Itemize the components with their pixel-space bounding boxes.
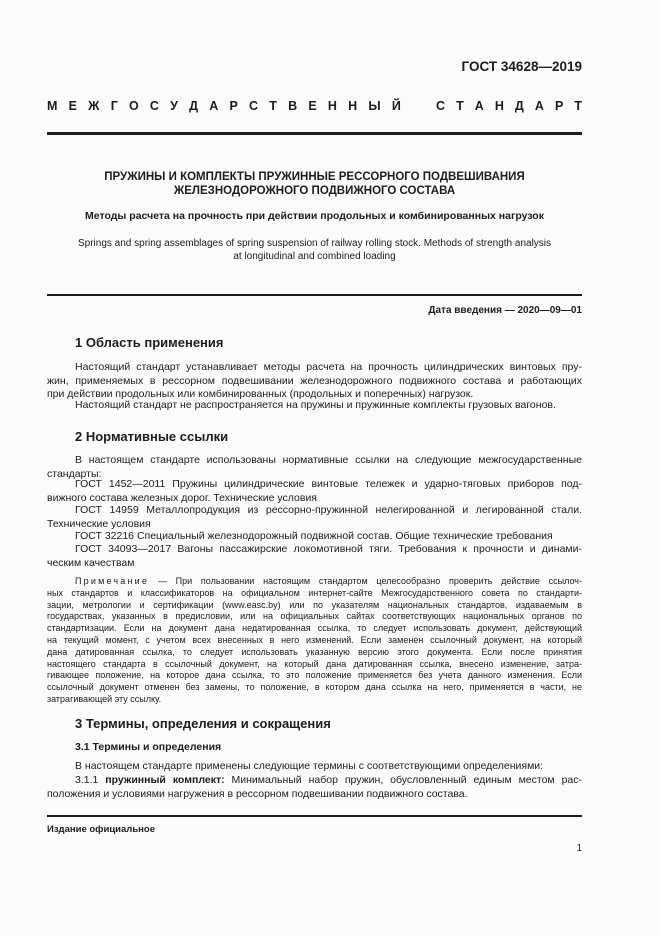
banner-letter: Т <box>269 99 277 113</box>
text-line: жин, применяемых в рессорном подвешивании железнодорожного подвижного состава и работающих <box>47 374 582 387</box>
english-title-line-1: Springs and spring assemblages of spring suspension of railway rolling stock. Methods of strength analysis <box>77 238 552 249</box>
banner-letter: Г <box>110 99 118 113</box>
note-line: государствах, указанных в предисловии, или на официальных сайтах соответствующих национальных органов по <box>47 611 582 622</box>
banner-letter: Ж <box>88 99 100 113</box>
footer-rule <box>47 815 582 817</box>
section-2-paragraph-1 <box>47 454 582 481</box>
text-line: ГОСТ 1452—2011 Пружины цилиндрические винтовые тележек и ударно-тяговых приборов под- <box>75 478 582 490</box>
title-rule <box>47 294 582 296</box>
text-line: Технические условия <box>47 517 151 530</box>
banner-letter: О <box>128 99 139 113</box>
text-line: В настоящем стандарте использованы нормативные ссылки на следующие межгосударственные <box>75 454 582 466</box>
term-3-1-1 <box>47 774 582 801</box>
page-number: 1 <box>576 843 582 854</box>
banner-letter: Н <box>348 99 358 113</box>
text-line: ГОСТ 34093—2017 Вагоны пассажирские локомотивной тяги. Требования к прочности и динами- <box>75 543 582 555</box>
section-1-paragraph-1 <box>47 361 582 402</box>
text-line: ческим качествам <box>47 556 135 569</box>
text-line: ГОСТ 14959 Металлопродукция из рессорно-пружинной нелегированной и легированной стали. <box>75 504 582 516</box>
text-line: ГОСТ 32216 Специальный железнодорожный подвижной состав. Общие технические требования <box>75 530 553 542</box>
official-edition-label: Издание официальное <box>47 824 155 835</box>
note-line: ных стандартов и классификаторов на официальном интернет-сайте Межгосударственного совета по стандарти- <box>47 587 582 598</box>
banner-letter: Д <box>189 99 199 113</box>
banner-letter: Д <box>514 99 524 113</box>
term-number: 3.1.1 <box>75 774 99 786</box>
reference-gost-1452 <box>47 478 582 505</box>
note-label: Примечание <box>75 576 150 586</box>
banner-letter: С <box>149 99 159 113</box>
banner-letter: С <box>249 99 259 113</box>
banner-letter: Е <box>308 99 317 113</box>
banner-letter: Н <box>494 99 504 113</box>
banner-letter: Н <box>327 99 337 113</box>
subtitle: Методы расчета на прочность при действии продольных и комбинированных нагрузок <box>85 210 544 222</box>
term-first-line <box>47 774 582 788</box>
header-rule <box>47 132 582 135</box>
standard-type-banner <box>47 99 582 113</box>
text-line: стандарты: <box>47 467 102 480</box>
text-line: В настоящем стандарте применены следующие термины с соответствующими определениями: <box>75 760 544 772</box>
note-line: настоящего стандарта в ссылочный документ, на который дана датированная ссылка, внесено изменение, затра- <box>47 658 582 669</box>
note-line: гивающее положение, на которое дана ссылка, то это положение применяется без учета данного изменения. Если <box>47 670 582 681</box>
banner-letter: Р <box>554 99 564 113</box>
section-3-1-heading: 3.1 Термины и определения <box>75 741 222 753</box>
reference-gost-14959 <box>47 504 582 531</box>
title-line-1: ПРУЖИНЫ И КОМПЛЕКТЫ ПРУЖИННЫЕ РЕССОРНОГО ПОДВЕШИВАНИЯ <box>104 171 525 183</box>
section-1-heading: 1 Область применения <box>75 335 224 350</box>
text-line: при действии продольных или комбинированных (продольных и поперечных) нагрузок. <box>47 388 474 400</box>
section-3-paragraph-1 <box>47 760 582 774</box>
term-name: пружинный комплект: <box>105 774 225 786</box>
note-first-line <box>47 576 582 588</box>
banner-letter: А <box>534 99 544 113</box>
banner-letter: Р <box>229 99 238 113</box>
banner-letter: В <box>288 99 298 113</box>
text-line: вижного состава железных дорог. Технические условия <box>47 491 317 504</box>
standard-type-word-2 <box>436 99 582 113</box>
banner-letter: М <box>47 99 58 113</box>
section-1-paragraph-2 <box>47 399 582 413</box>
reference-gost-34093 <box>47 543 582 570</box>
reference-gost-32216 <box>47 530 582 544</box>
note-line: ссылочный документ отменен без замены, то положение, в котором дана ссылка на него, применяется в части, не <box>47 682 582 693</box>
banner-letter: У <box>170 99 178 113</box>
note-line: стандартизации. Если на документ дана недатированная ссылка, то следует использовать документ, действующий <box>47 623 582 634</box>
text-line: Настоящий стандарт устанавливает методы расчета на прочность цилиндрических винтовых пру- <box>75 361 582 373</box>
standard-type-word-1 <box>47 99 401 113</box>
section-2-note <box>47 576 582 706</box>
text-line: Настоящий стандарт не распространяется на пружины и пружинные комплекты грузовых вагонов. <box>75 399 556 411</box>
banner-letter: Е <box>68 99 77 113</box>
title-line-2: ЖЕЛЕЗНОДОРОЖНОГО ПОДВИЖНОГО СОСТАВА <box>173 185 456 197</box>
text-line: положения и условиями нагружения в рессорном подвешивании подвижного состава. <box>47 787 468 800</box>
note-line: дана датированная ссылка, то следует использовать указанную версию этого документа. Если после принятия <box>47 646 582 657</box>
intro-date: Дата введения — 2020—09—01 <box>428 305 582 316</box>
document-number: ГОСТ 34628—2019 <box>461 59 582 74</box>
note-line: на текущий момент, с учетом всех внесенных в него изменений. Если заменен ссылочный документ, на который <box>47 634 582 645</box>
note-text: — При пользовании настоящим стандартом целесообразно проверить действие ссылоч- <box>149 576 582 586</box>
banner-letter: С <box>436 99 446 113</box>
term-definition-start: Минимальный набор пружин, обусловленный единым местом рас- <box>224 774 583 786</box>
section-3-heading: 3 Термины, определения и сокращения <box>75 716 331 731</box>
note-line: затрагивающей эту ссылку. <box>47 693 162 704</box>
banner-letter: Т <box>574 99 582 113</box>
english-title-line-2: at longitudinal and combined loading <box>233 251 396 262</box>
banner-letter: А <box>474 99 484 113</box>
section-2-heading: 2 Нормативные ссылки <box>75 429 229 444</box>
banner-letter: Й <box>391 99 401 113</box>
banner-letter: Т <box>456 99 464 113</box>
note-line: зации, метрологии и сертификации (www.easc.by) или по указателям национальных стандартов, издаваемым в <box>47 599 582 610</box>
banner-letter: А <box>209 99 219 113</box>
banner-letter: Ы <box>368 99 381 113</box>
